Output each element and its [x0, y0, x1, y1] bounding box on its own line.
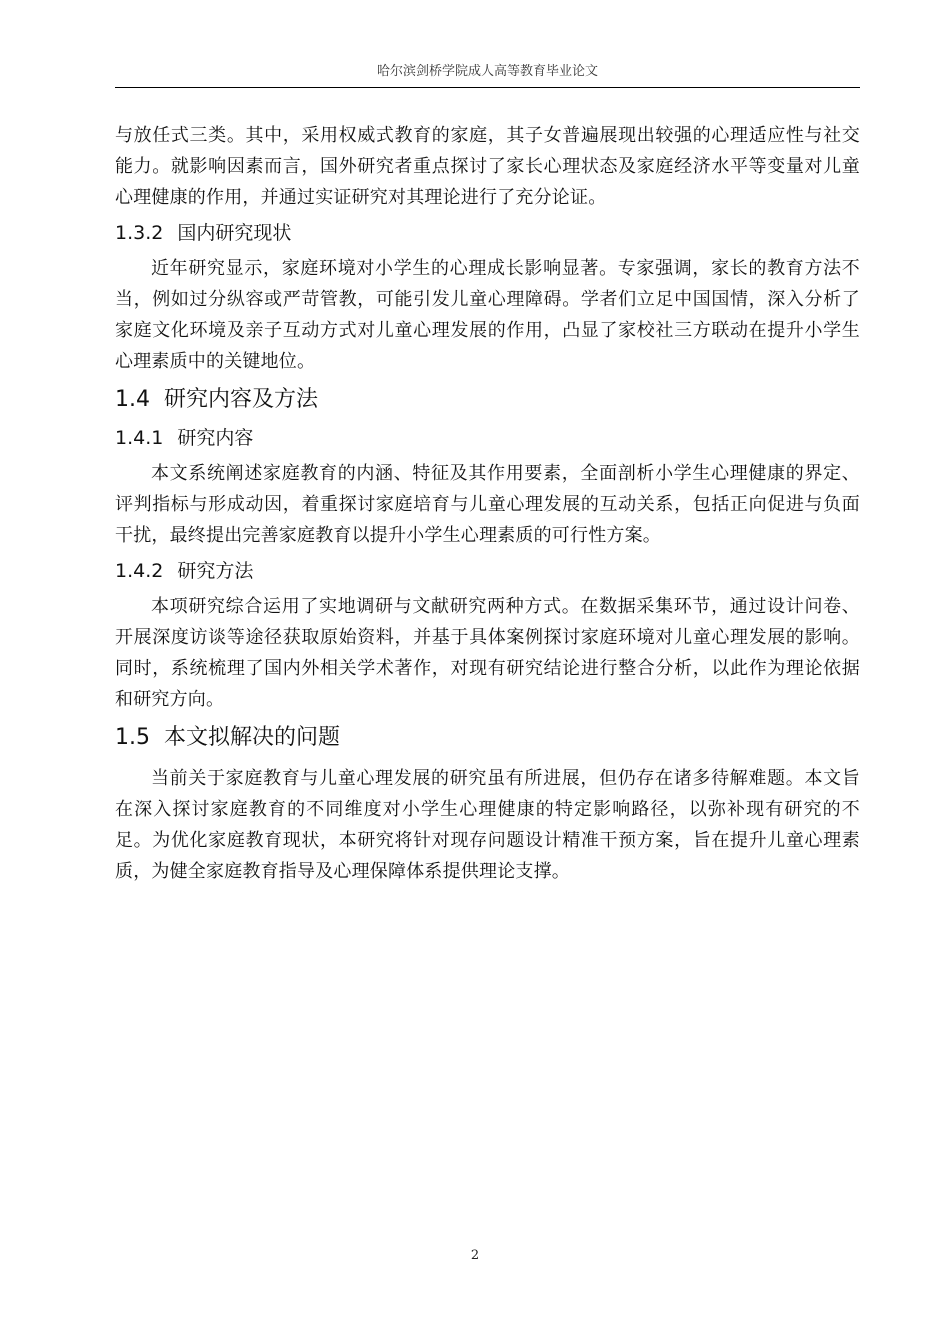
heading-1-4 [115, 385, 860, 415]
paragraph-1-3-2: 近年研究显示，家庭环境对小学生的心理成长影响显著。专家强调，家长的教育方法不当，例如过分纵容或严苛管教，可能引发儿童心理障碍。学者们立足中国国情，深入分析了家庭文化环境及亲子互动方式对儿童心理发展的作用，凸显了家校社三方联动在提升小学生心理素质中的关键地位。 [115, 258, 860, 372]
heading-title: 研究内容 [177, 427, 254, 449]
paragraph-1-4-1: 本文系统阐述家庭教育的内涵、特征及其作用要素，全面剖析小学生心理健康的界定、评判指标与形成动因，着重探讨家庭培育与儿童心理发展的互动关系，包括正向促进与负面干扰，最终提出完善家庭教育以提升小学生心理素质的可行性方案。 [115, 463, 860, 546]
heading-1-4-2 [115, 558, 860, 584]
paragraph-1-4-2: 本项研究综合运用了实地调研与文献研究两种方式。在数据采集环节，通过设计问卷、开展深度访谈等途径获取原始资料，并基于具体案例探讨家庭环境对儿童心理发展的影响。同时，系统梳理了国内外相关学术著作，对现有研究结论进行整合分析，以此作为理论依据和研究方向。 [115, 596, 860, 710]
heading-number: 1.4.2 [115, 560, 164, 582]
heading-title: 研究内容及方法 [164, 387, 319, 412]
page-number: 2 [470, 1248, 480, 1263]
paragraph-1-5: 当前关于家庭教育与儿童心理发展的研究虽有所进展，但仍存在诸多待解难题。本文旨在深入探讨家庭教育的不同维度对小学生心理健康的特定影响路径，以弥补现有研究的不足。为优化家庭教育现状，本研究将针对现存问题设计精准干预方案，旨在提升儿童心理素质，为健全家庭教育指导及心理保障体系提供理论支撑。 [115, 768, 860, 882]
heading-1-5 [115, 723, 860, 753]
heading-number: 1.4 [115, 387, 150, 412]
heading-number: 1.3.2 [115, 222, 164, 244]
heading-1-3-2 [115, 220, 860, 246]
page-header [115, 62, 860, 88]
header-title: 哈尔滨剑桥学院成人高等教育毕业论文 [376, 64, 598, 79]
heading-number: 1.5 [115, 725, 150, 750]
heading-number: 1.4.1 [115, 427, 164, 449]
heading-title: 研究方法 [177, 560, 254, 582]
heading-title: 本文拟解决的问题 [164, 725, 341, 750]
document-body [115, 120, 860, 887]
heading-1-4-1 [115, 425, 860, 451]
intro-paragraph: 与放任式三类。其中，采用权威式教育的家庭，其子女普遍展现出较强的心理适应性与社交能力。就影响因素而言，国外研究者重点探讨了家长心理状态及家庭经济水平等变量对儿童心理健康的作用，并通过实证研究对其理论进行了充分论证。 [115, 125, 860, 208]
heading-title: 国内研究现状 [177, 222, 292, 244]
